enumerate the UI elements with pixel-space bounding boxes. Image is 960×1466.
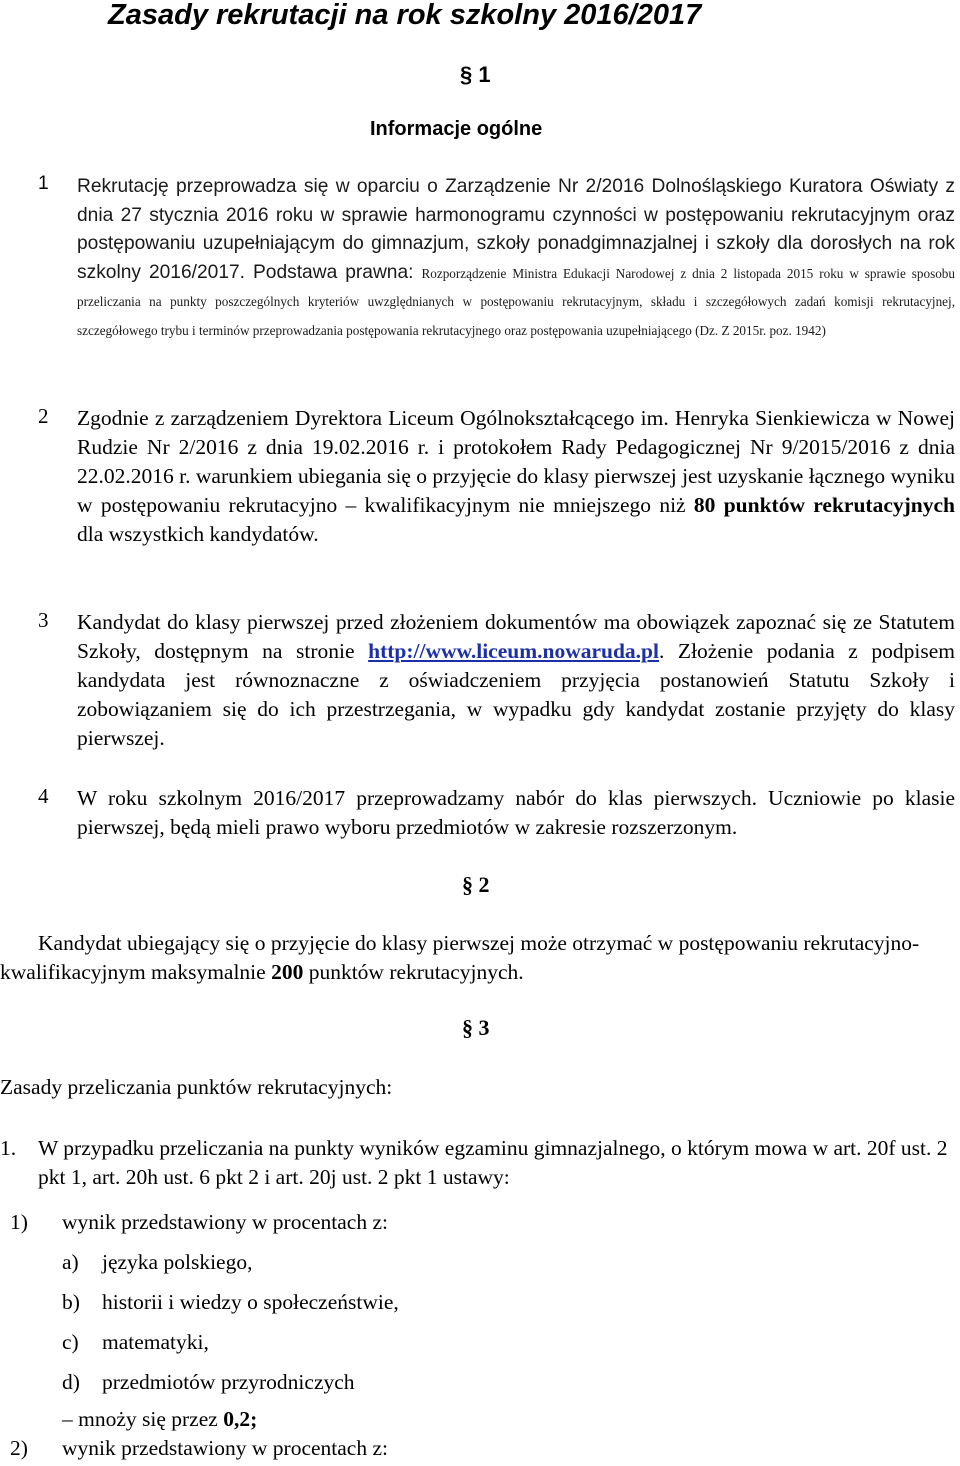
section-2-max-points: 200 <box>271 960 304 984</box>
section-3-heading: § 3 <box>462 1015 490 1040</box>
letter-a-text: języka polskiego, <box>102 1250 253 1274</box>
item-3-text-end: . Złożenie podania z podpisem kandydata jest równoznaczne z oświadczeniem przyjęcia postanowień Statutu Szkoły i zobowiązaniem się do ich przestrzegania, w wypadku gdy kandydat zostanie przyjęty do klasy pierwszej. <box>77 639 956 750</box>
section-1-heading: § 1 <box>460 62 491 87</box>
multiplier-value: 0,2; <box>223 1407 258 1431</box>
item-1-paragraph <box>77 173 955 344</box>
item-3-paragraph <box>77 608 955 753</box>
section-2-paragraph <box>0 929 958 987</box>
section-1-subheading: Informacje ogólne <box>370 118 543 140</box>
sub-2-number: 2) <box>10 1436 28 1460</box>
item-4-paragraph: W roku szkolnym 2016/2017 przeprowadzamy nabór do klas pierwszych. Uczniowie po klasie pierwszej, będą mieli prawo wyboru przedmiotów w zakresie rozszerzonym. <box>77 786 955 839</box>
section-3-intro: Zasady przeliczania punktów rekrutacyjnych: <box>0 1075 393 1099</box>
item-1-number: 1 <box>38 173 49 194</box>
section-2-text: Kandydat ubiegający się o przyjęcie do klasy pierwszej może otrzymać w postępowaniu rekrutacyjno-kwalifikacyjnym maksymalnie <box>0 931 920 984</box>
document-title: Zasady rekrutacji na rok szkolny 2016/2017 <box>108 0 702 31</box>
letter-a: a) <box>62 1250 79 1274</box>
letter-d-text: przedmiotów przyrodniczych <box>102 1370 355 1394</box>
item-1-text: Rekrutację przeprowadza się w oparciu o Zarządzenie Nr 2/2016 Dolnośląskiego Kuratora Oświaty z dnia 27 stycznia 2016 roku w sprawie harmonogramu czynności w postępowaniu rekrutacyjnym oraz postępowaniu uzupełniającym do gimnazjum, szkoły ponadgimnazjalnej i szkoły dla dorosłych na rok szkolny 2016/2017. Podstawa prawna: <box>77 176 955 283</box>
section-2-heading: § 2 <box>462 872 490 897</box>
item-1-legal-basis: Rozporządzenie Ministra Edukacji Narodowej z dnia 2 listopada 2015 roku w sprawie sposobu przeliczania na punkty poszczególnych kryteriów uwzględnianych w postępowaniu rekrutacyjnym, składu i szczegółowych zadań komisji rekrutacyjnej, szczegółowego trybu i terminów przeprowadzania postępowania rekrutacyjnego oraz postępowania uzupełniającego (Dz. Z 2015r. poz. 1942) <box>77 265 955 338</box>
multiplier-text: – mnoży się przez <box>62 1407 218 1431</box>
item-2-number: 2 <box>38 404 49 428</box>
point-1-number: 1. <box>0 1136 17 1160</box>
point-1-text: W przypadku przeliczania na punkty wyników egzaminu gimnazjalnego, o którym mowa w art. 20f ust. 2 pkt 1, art. 20h ust. 6 pkt 2 i art. 20j ust. 2 pkt 1 ustawy: <box>38 1136 948 1189</box>
letter-c: c) <box>62 1330 79 1354</box>
school-website-link[interactable]: http://www.liceum.nowaruda.pl <box>368 639 659 663</box>
item-2-text-end: dla wszystkich kandydatów. <box>77 522 319 546</box>
sub-2-text: wynik przedstawiony w procentach z: <box>62 1436 388 1460</box>
sub-1-number: 1) <box>10 1210 28 1234</box>
item-3-number: 3 <box>38 608 49 632</box>
item-2-bold-points: 80 punktów rekrutacyjnych <box>693 493 955 517</box>
item-3-text: Kandydat do klasy pierwszej przed złożeniem dokumentów ma obowiązek zapoznać się ze Statutem Szkoły, dostępnym na stronie <box>77 610 955 663</box>
letter-b: b) <box>62 1290 80 1314</box>
item-2-paragraph <box>77 404 955 549</box>
point-1 <box>0 1134 950 1194</box>
item-4-number: 4 <box>38 784 49 808</box>
letter-d: d) <box>62 1370 80 1394</box>
item-2-text: Zgodnie z zarządzeniem Dyrektora Liceum Ogólnokształcącego im. Henryka Sienkiewicza w Nowej Rudzie Nr 2/2016 z dnia 19.02.2016 r. i protokołem Rady Pedagogicznej Nr 9/2015/2016 z dnia 22.02.2016 r. warunkiem ubiegania się o przyjęcie do klasy pierwszej jest uzyskanie łącznego wyniku w postępowaniu rekrutacyjno – kwalifikacyjnym nie mniejszego niż <box>77 406 955 517</box>
sub-1-text: wynik przedstawiony w procentach z: <box>62 1210 388 1234</box>
letter-b-text: historii i wiedzy o społeczeństwie, <box>102 1290 399 1314</box>
letter-c-text: matematyki, <box>102 1330 209 1354</box>
multiplier-line <box>62 1407 257 1432</box>
section-2-text-end: punktów rekrutacyjnych. <box>308 960 524 984</box>
